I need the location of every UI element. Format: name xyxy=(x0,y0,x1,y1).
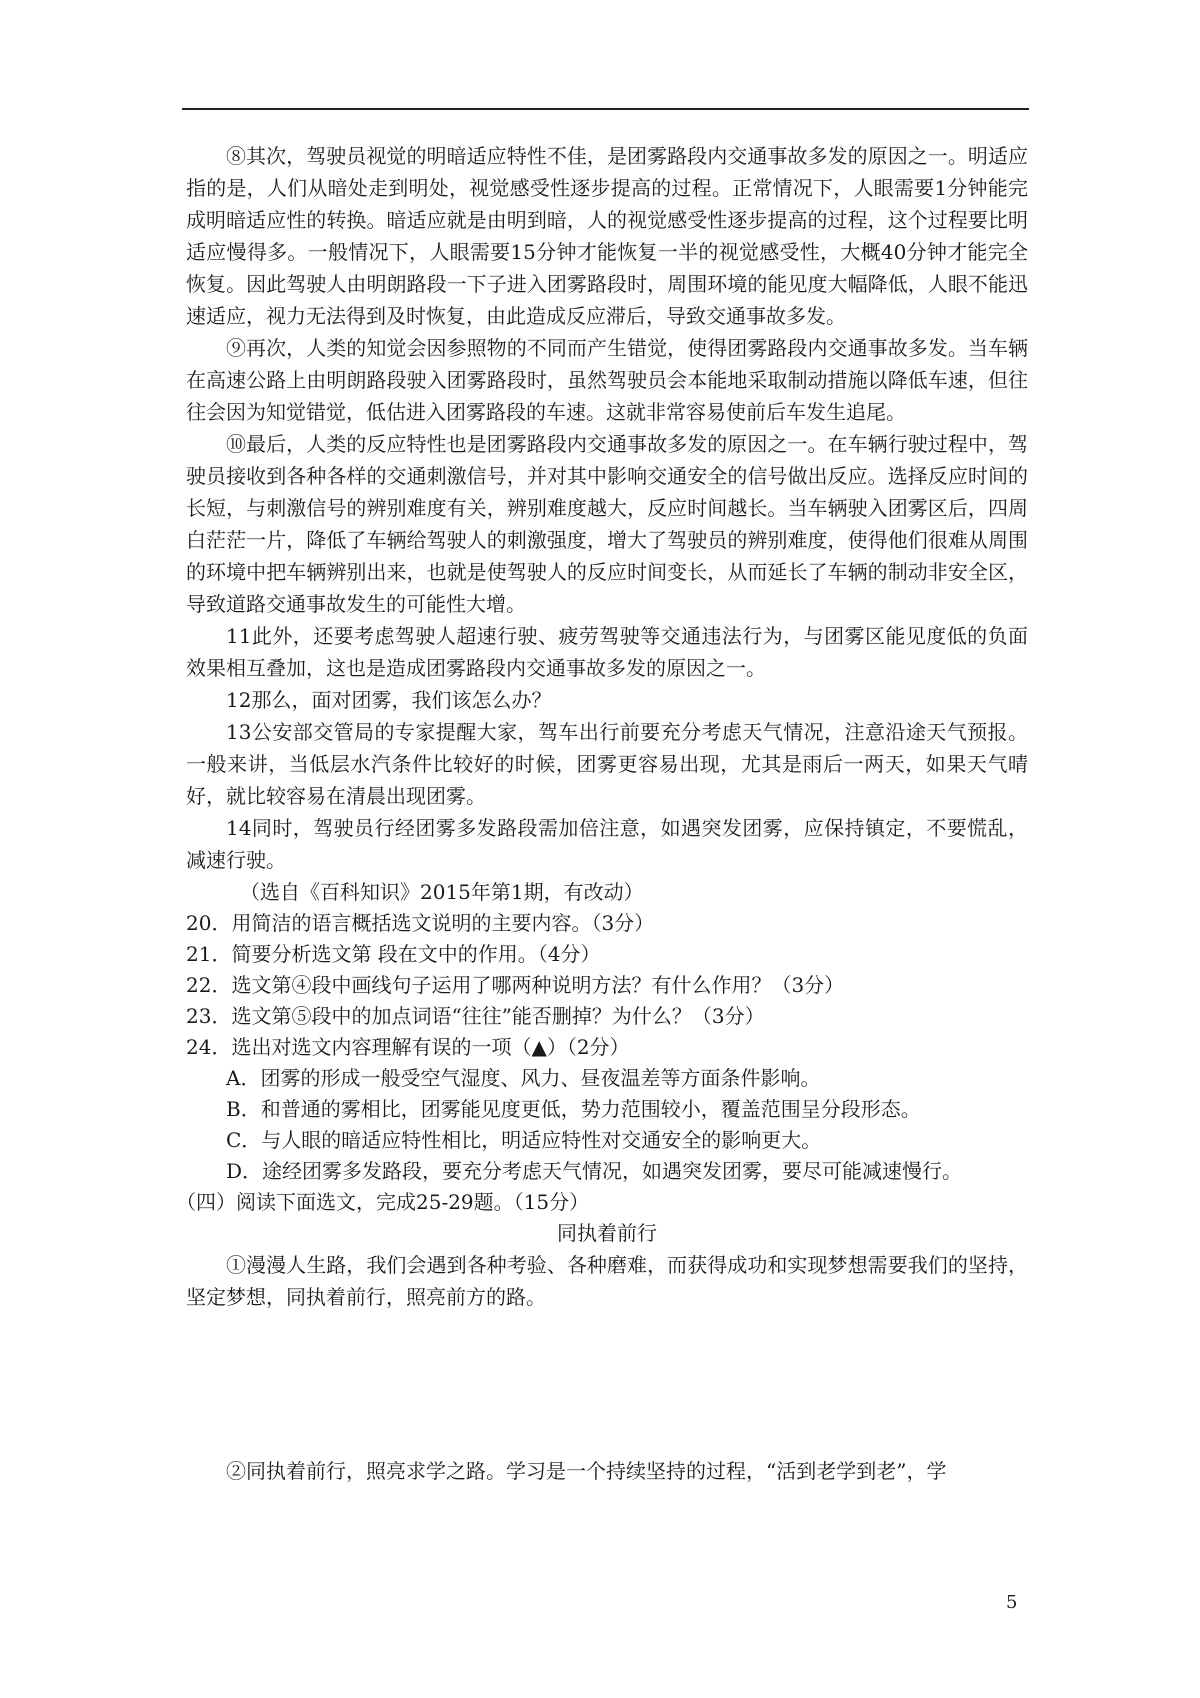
paragraph-11: 11此外，还要考虑驾驶人超速行驶、疲劳驾驶等交通违法行为，与团雾区能见度低的负面效果相互叠加，这也是造成团雾路段内交通事故多发的原因之一。 xyxy=(186,624,1028,680)
section-4-heading: （四）阅读下面选文，完成25-29题。（15分） xyxy=(176,1190,590,1214)
paragraph-12: 12那么，面对团雾，我们该怎么办？ xyxy=(226,688,552,712)
question-24: 24．选出对选文内容理解有误的一项（▲）（2分） xyxy=(186,1035,630,1059)
page-content xyxy=(176,140,1028,1487)
article-title: 同执着前行 xyxy=(557,1221,657,1245)
option-b: B．和普通的雾相比，团雾能见度更低，势力范围较小，覆盖范围呈分段形态。 xyxy=(226,1097,921,1121)
paragraph-8: ⑧其次，驾驶员视觉的明暗适应特性不佳，是团雾路段内交通事故多发的原因之一。明适应指的是，人们从暗处走到明处，视觉感受性逐步提高的过程。正常情况下，人眼需要1分钟能完成明暗适应性的转换。暗适应就是由明到暗，人的视觉感受性逐步提高的过程，这个过程要比明适应慢得多。一般情况下，人眼需要15分钟才能恢复一半的视觉感受性，大概40分钟才能完全恢复。因此驾驶人由明朗路段一下子进入团雾路段时，周围环境的能见度大幅降低，人眼不能迅速适应，视力无法得到及时恢复，由此造成反应滞后，导致交通事故多发。 xyxy=(186,144,1028,328)
paragraph-14: 14同时，驾驶员行经团雾多发路段需加倍注意，如遇突发团雾，应保持镇定，不要慌乱，减速行驶。 xyxy=(186,816,1028,872)
question-22: 22．选文第④段中画线句子运用了哪两种说明方法？有什么作用？（3分） xyxy=(186,973,845,997)
header-rule xyxy=(182,108,1029,110)
question-21: 21．简要分析选文第 段在文中的作用。（4分） xyxy=(186,942,601,966)
article-paragraph-2: ②同执着前行，照亮求学之路。学习是一个持续坚持的过程，“活到老学到老”，学 xyxy=(226,1459,947,1483)
source-citation: （选自《百科知识》2015年第1期，有改动） xyxy=(240,880,644,904)
paragraph-10: ⑩最后，人类的反应特性也是团雾路段内交通事故多发的原因之一。在车辆行驶过程中，驾驶员接收到各种各样的交通刺激信号，并对其中影响交通安全的信号做出反应。选择反应时间的长短，与刺激信号的辨别难度有关，辨别难度越大，反应时间越长。当车辆驶入团雾区后，四周白茫茫一片，降低了车辆给驾驶人的刺激强度，增大了驾驶员的辨别难度，使得他们很难从周围的环境中把车辆辨别出来，也就是使驾驶人的反应时间变长，从而延长了车辆的制动非安全区，导致道路交通事故发生的可能性大增。 xyxy=(186,432,1028,616)
option-a: A．团雾的形成一般受空气湿度、风力、昼夜温差等方面条件影响。 xyxy=(226,1066,821,1090)
paragraph-9: ⑨再次，人类的知觉会因参照物的不同而产生错觉，使得团雾路段内交通事故多发。当车辆在高速公路上由明朗路段驶入团雾路段时，虽然驾驶员会本能地采取制动措施以降低车速，但往往会因为知觉错觉，低估进入团雾路段的车速。这就非常容易使前后车发生追尾。 xyxy=(186,336,1028,424)
article-paragraph-1: ①漫漫人生路，我们会遇到各种考验、各种磨难，而获得成功和实现梦想需要我们的坚持，坚定梦想，同执着前行，照亮前方的路。 xyxy=(186,1253,1028,1309)
option-c: C．与人眼的暗适应特性相比，明适应特性对交通安全的影响更大。 xyxy=(226,1128,822,1152)
question-20: 20．用简洁的语言概括选文说明的主要内容。（3分） xyxy=(186,911,655,935)
page-number: 5 xyxy=(1006,1592,1018,1613)
blank-space xyxy=(186,1313,1028,1455)
question-23: 23．选文第⑤段中的加点词语“往往”能否删掉？为什么？（3分） xyxy=(186,1004,765,1028)
option-d: D．途经团雾多发路段，要充分考虑天气情况，如遇突发团雾，要尽可能减速慢行。 xyxy=(226,1159,963,1183)
paragraph-13: 13公安部交管局的专家提醒大家，驾车出行前要充分考虑天气情况，注意沿途天气预报。一般来讲，当低层水汽条件比较好的时候，团雾更容易出现，尤其是雨后一两天，如果天气晴好，就比较容易在清晨出现团雾。 xyxy=(186,720,1028,808)
